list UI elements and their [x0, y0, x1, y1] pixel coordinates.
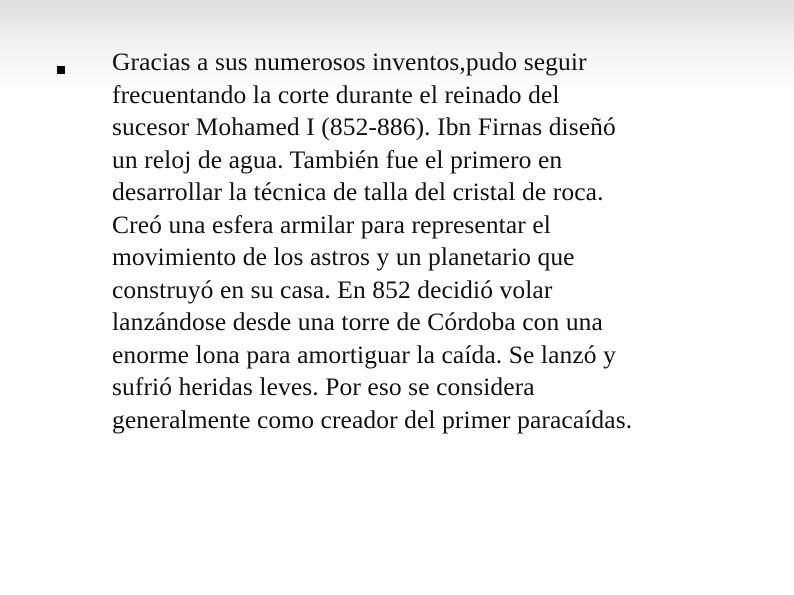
text-line: sucesor Mohamed I (852-886). Ibn Firnas diseñó [112, 112, 616, 141]
text-line: un reloj de agua. También fue el primero en [112, 144, 563, 174]
text-line: Creó una esfera armilar para representar el [112, 209, 551, 239]
text-line: construyó en su casa. En 852 decidió volar [112, 274, 553, 304]
text-line: frecuentando la corte durante el reinado del [112, 79, 560, 109]
text-line: desarrollar la técnica de talla del cristal de roca. [112, 177, 604, 206]
square-bullet-icon [57, 66, 65, 74]
text-line: sufrió heridas leves. Por eso se considera [112, 372, 535, 401]
text-line: Gracias a sus numerosos inventos,pudo seguir [112, 47, 587, 76]
text-line: enorme lona para amortiguar la caída. Se lanzó y [112, 339, 616, 369]
bullet-paragraph [112, 46, 772, 436]
text-line: lanzándose desde una torre de Córdoba con una [112, 307, 603, 336]
text-line: movimiento de los astros y un planetario que [112, 242, 575, 271]
text-line: generalmente como creador del primer paracaídas. [112, 404, 633, 434]
